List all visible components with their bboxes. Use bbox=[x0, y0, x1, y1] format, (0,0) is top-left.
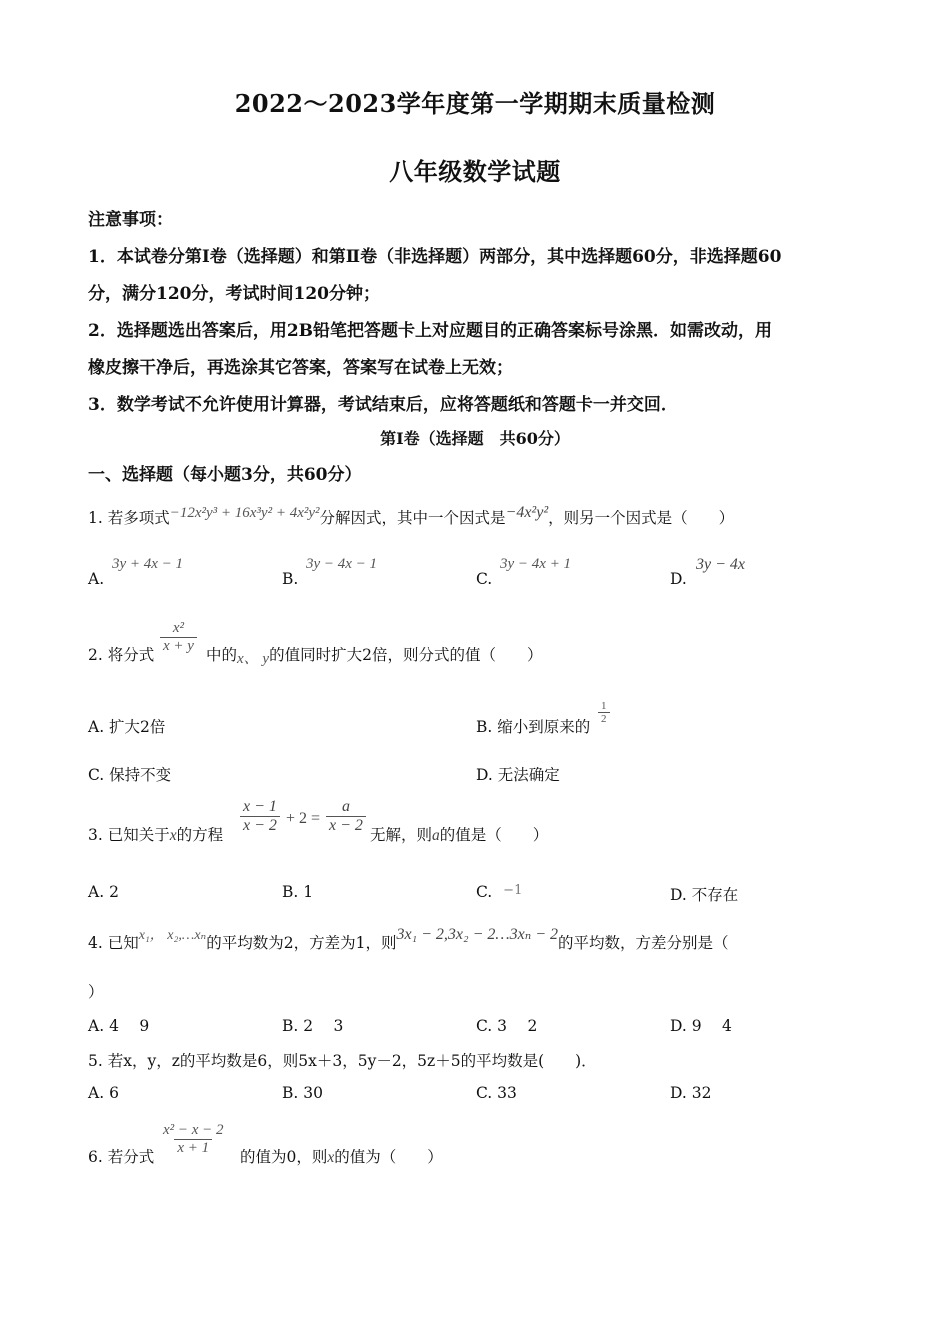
q1-suffix: ，则另一个因式是（ ） bbox=[548, 509, 735, 527]
option-label: D. bbox=[670, 570, 687, 588]
notice-item-1: 1．本试卷分第Ⅰ卷（选择题）和第Ⅱ卷（非选择题）两部分，其中选择题60分，非选择题60 bbox=[88, 247, 782, 267]
fraction-numerator: 1 bbox=[601, 700, 607, 712]
q1-mid: 分解因式，其中一个因式是 bbox=[319, 509, 506, 527]
option-value: −1 bbox=[503, 883, 523, 898]
q4-option-c bbox=[476, 1014, 537, 1036]
q3-option-d bbox=[670, 883, 738, 905]
option-label: B. bbox=[282, 1084, 299, 1102]
option-value: 33 bbox=[497, 1084, 517, 1102]
option-value: 32 bbox=[691, 1084, 712, 1102]
q4-option-a bbox=[88, 1014, 149, 1036]
q2-vars: x、 y bbox=[237, 651, 270, 667]
option-value: 1 bbox=[303, 883, 314, 901]
q2-option-b-fraction bbox=[598, 700, 610, 725]
question-5: 5. 若x，y，z的平均数是6，则5x＋3，5y－2，5z＋5的平均数是( )． bbox=[88, 1052, 597, 1070]
q1-factor: −4x²y² bbox=[505, 504, 549, 521]
section-title: 一、选择题（每小题3分，共60分） bbox=[88, 465, 362, 485]
notice-item-3: 3．数学考试不允许使用计算器，考试结束后，应将答题纸和答题卡一并交回． bbox=[88, 395, 678, 415]
q1-option-a bbox=[88, 570, 104, 588]
q2-mid: 中的 bbox=[206, 646, 238, 664]
q1-option-c bbox=[476, 570, 492, 588]
fraction-numerator: a bbox=[341, 798, 350, 815]
q3-option-a bbox=[88, 883, 119, 901]
option-label: A. bbox=[88, 570, 105, 588]
option-label: D. bbox=[670, 1084, 687, 1102]
q2-prefix: 2. 将分式 bbox=[88, 646, 155, 664]
notice-item-2-cont: 橡皮擦干净后，再选涂其它答案，答案写在试卷上无效； bbox=[88, 358, 513, 378]
page-subtitle: 八年级数学试题 bbox=[389, 157, 561, 186]
q4-prefix: 4. 已知 bbox=[88, 934, 139, 952]
option-value: 3 2 bbox=[497, 1017, 538, 1035]
q2-option-c: C. 保持不变 bbox=[88, 766, 172, 784]
q3-var: x bbox=[169, 827, 177, 844]
q1-option-a-value: 3y + 4x − 1 bbox=[112, 556, 184, 572]
option-value: 6 bbox=[109, 1084, 119, 1102]
fraction-denominator: 2 bbox=[598, 712, 610, 725]
q5-option-c bbox=[476, 1084, 517, 1102]
option-label: A. bbox=[88, 1084, 105, 1102]
q1-expression: −12x²y³ + 16x³y² + 4x²y² bbox=[169, 505, 320, 521]
option-label: C. bbox=[476, 883, 493, 901]
option-label: C. bbox=[476, 570, 493, 588]
q6-prefix: 6. 若分式 bbox=[88, 1148, 155, 1166]
option-value: 不存在 bbox=[691, 886, 739, 904]
fraction-denominator: x − 2 bbox=[326, 816, 366, 835]
q2-fraction-numerator: x² bbox=[172, 620, 185, 636]
q4-vars: x₁， x₂,…xₙ bbox=[138, 928, 207, 943]
q6-var: x bbox=[327, 1149, 335, 1166]
q2-fraction-denominator: x + y bbox=[160, 637, 197, 655]
option-value: 2 bbox=[109, 883, 119, 901]
fraction-denominator: x + 1 bbox=[174, 1139, 212, 1157]
q1-option-d-value: 3y − 4x bbox=[696, 556, 745, 573]
q3-body bbox=[370, 823, 548, 845]
q5-option-a bbox=[88, 1084, 119, 1102]
q2-fraction bbox=[160, 620, 197, 655]
option-label: B. bbox=[282, 883, 299, 901]
q5-option-d bbox=[670, 1084, 711, 1102]
q3-fraction-right bbox=[326, 798, 366, 835]
q6-body bbox=[240, 1145, 443, 1167]
q3-var2: a bbox=[432, 827, 440, 844]
q6-fraction bbox=[160, 1122, 227, 1157]
q3-fraction-left bbox=[240, 798, 280, 835]
q3-option-c bbox=[476, 883, 522, 901]
q2-option-b: B. 缩小到原来的 bbox=[476, 718, 591, 736]
option-label: D. bbox=[670, 886, 687, 904]
q3-prefix bbox=[88, 823, 223, 845]
q1-prefix: 1. 若多项式 bbox=[88, 509, 170, 527]
q1-option-b bbox=[282, 570, 298, 588]
option-label: C. bbox=[476, 1017, 493, 1035]
q4-tail: ） bbox=[88, 983, 104, 1001]
q2-suffix: 的值同时扩大2倍，则分式的值（ ） bbox=[269, 646, 543, 664]
q2-option-d: D. 无法确定 bbox=[476, 766, 560, 784]
notice-item-1-cont: 分，满分120分，考试时间120分钟； bbox=[88, 284, 380, 304]
option-label: D. bbox=[670, 1017, 687, 1035]
page-title: 2022～2023学年度第一学期期末质量检测 bbox=[234, 89, 716, 118]
q1-option-d bbox=[670, 570, 687, 588]
q3-prefix-text: 3. 已知关于 bbox=[88, 826, 170, 844]
q3-plus: + 2 = bbox=[286, 810, 321, 827]
q3-suffix: 的值是（ ） bbox=[439, 826, 549, 844]
q2-body bbox=[206, 643, 542, 665]
q2-option-a: A. 扩大2倍 bbox=[88, 718, 166, 736]
q4-option-d bbox=[670, 1014, 732, 1036]
q4-option-b bbox=[282, 1014, 343, 1036]
option-label: B. bbox=[282, 1017, 299, 1035]
q1-option-c-value: 3y − 4x + 1 bbox=[500, 556, 572, 572]
q4-expression: 3x₁ − 2,3x₂ − 2…3xₙ − 2 bbox=[396, 926, 558, 943]
q3-mid2: 无解，则 bbox=[370, 826, 433, 844]
notice-heading: 注意事项： bbox=[88, 210, 173, 230]
q4-suffix: 的平均数，方差分别是（ bbox=[557, 934, 729, 952]
q4-mid: 的平均数为2，方差为1，则 bbox=[206, 934, 397, 952]
option-value: 4 9 bbox=[109, 1017, 150, 1035]
q3-mid: 的方程 bbox=[176, 826, 224, 844]
fraction-denominator: x − 2 bbox=[240, 816, 280, 835]
fraction-numerator: x − 1 bbox=[243, 798, 277, 815]
option-value: 30 bbox=[303, 1084, 323, 1102]
option-value: 2 3 bbox=[303, 1017, 344, 1035]
notice-item-2: 2．选择题选出答案后，用2B铅笔把答题卡上对应题目的正确答案标号涂黑．如需改动，用 bbox=[88, 321, 773, 341]
question-1 bbox=[88, 506, 734, 528]
q3-option-b bbox=[282, 883, 313, 901]
q6-mid: 的值为0，则 bbox=[240, 1148, 328, 1166]
q1-option-b-value: 3y − 4x − 1 bbox=[306, 556, 378, 572]
q5-option-b bbox=[282, 1084, 323, 1102]
q6-suffix: 的值为（ ） bbox=[334, 1148, 443, 1166]
question-4 bbox=[88, 926, 729, 953]
option-label: B. bbox=[282, 570, 299, 588]
option-label: C. bbox=[476, 1084, 493, 1102]
fraction-numerator: x² − x − 2 bbox=[163, 1122, 224, 1138]
option-value: 9 4 bbox=[691, 1017, 732, 1035]
option-label: A. bbox=[88, 1017, 105, 1035]
option-label: A. bbox=[88, 883, 105, 901]
part-title: 第Ⅰ卷（选择题 共60分） bbox=[380, 429, 570, 448]
